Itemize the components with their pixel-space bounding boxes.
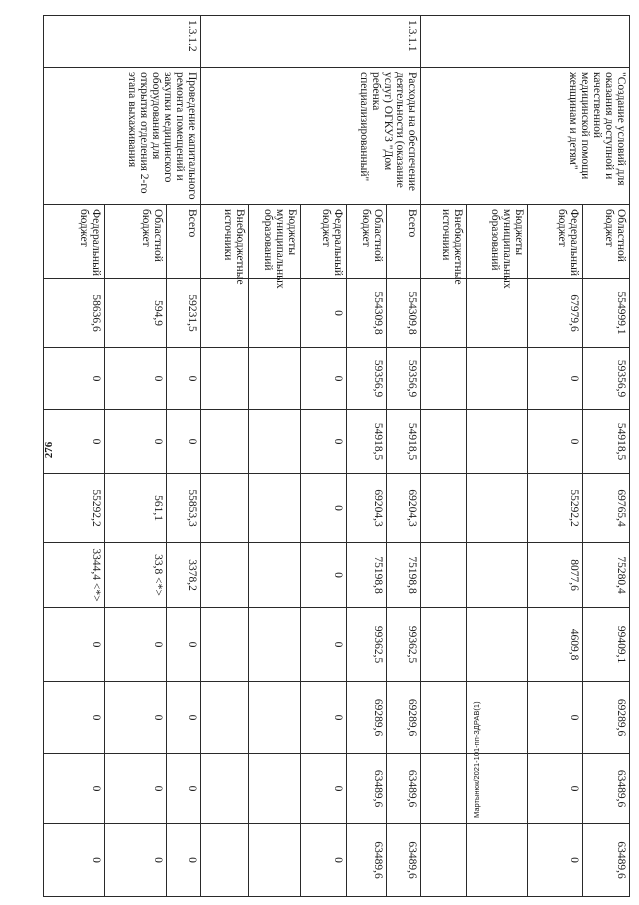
- amount-cell: [249, 608, 301, 682]
- amount-cell: [201, 754, 249, 824]
- amount-cell: 0: [167, 608, 201, 682]
- amount-cell: [201, 608, 249, 682]
- amount-cell: 0: [105, 754, 167, 824]
- amount-cell: [421, 474, 467, 543]
- amount-cell: 0: [528, 410, 583, 474]
- amount-cell: 69204,3: [387, 474, 421, 543]
- amount-cell: 69289,6: [583, 682, 630, 754]
- funding-source-cell: Всего: [387, 205, 421, 279]
- amount-cell: 0: [301, 348, 347, 410]
- amount-cell: 0: [105, 608, 167, 682]
- amount-cell: 69765,4: [583, 474, 630, 543]
- amount-cell: [201, 348, 249, 410]
- amount-cell: 33,8 <*>: [105, 543, 167, 608]
- rotated-table-container: [78, 15, 630, 896]
- item-name-cell: "Создание условий для оказания доступной и качественной медицинской помощи женщинам и детям": [421, 68, 630, 205]
- amount-cell: 0: [44, 348, 105, 410]
- amount-cell: 99362,5: [347, 608, 387, 682]
- amount-cell: [421, 682, 467, 754]
- amount-cell: 0: [44, 410, 105, 474]
- amount-cell: 55292,2: [44, 474, 105, 543]
- item-code-cell: [421, 16, 630, 68]
- table-row: [387, 16, 421, 897]
- table-row: [167, 16, 201, 897]
- amount-cell: [249, 543, 301, 608]
- funding-source-cell: Бюджеты муниципальных образований: [467, 205, 528, 279]
- amount-cell: [421, 824, 467, 897]
- amount-cell: 75280,4: [583, 543, 630, 608]
- amount-cell: 0: [301, 682, 347, 754]
- amount-cell: 0: [301, 608, 347, 682]
- amount-cell: 4609,8: [528, 608, 583, 682]
- funding-source-cell: Внебюджетные источники: [421, 205, 467, 279]
- amount-cell: [467, 543, 528, 608]
- amount-cell: [249, 410, 301, 474]
- amount-cell: 0: [528, 754, 583, 824]
- amount-cell: 0: [301, 543, 347, 608]
- amount-cell: 0: [167, 682, 201, 754]
- amount-cell: [249, 754, 301, 824]
- amount-cell: 0: [44, 824, 105, 897]
- amount-cell: [467, 410, 528, 474]
- table-row: [583, 16, 630, 897]
- amount-cell: [467, 824, 528, 897]
- amount-cell: [249, 474, 301, 543]
- amount-cell: 0: [44, 608, 105, 682]
- amount-cell: [467, 608, 528, 682]
- amount-cell: 99409,1: [583, 608, 630, 682]
- document-code: Мартынюк/2021-101-пп-ЗДРАВ(1): [472, 701, 481, 818]
- amount-cell: 554309,8: [387, 279, 421, 348]
- funding-source-cell: Федеральный бюджет: [44, 205, 105, 279]
- amount-cell: 55853,3: [167, 474, 201, 543]
- funding-source-cell: Федеральный бюджет: [301, 205, 347, 279]
- amount-cell: 0: [105, 410, 167, 474]
- amount-cell: 554999,1: [583, 279, 630, 348]
- amount-cell: 3378,2: [167, 543, 201, 608]
- amount-cell: [467, 474, 528, 543]
- amount-cell: [467, 279, 528, 348]
- amount-cell: [421, 348, 467, 410]
- amount-cell: 69289,6: [387, 682, 421, 754]
- item-name-cell: Проведение капитального ремонта помещений и закупки медицинского оборудования для открытия отделения 2-го этапа выхаживания: [44, 68, 201, 205]
- amount-cell: 59356,9: [347, 348, 387, 410]
- amount-cell: 0: [105, 824, 167, 897]
- amount-cell: 554309,8: [347, 279, 387, 348]
- funding-source-cell: Бюджеты муниципальных образований: [249, 205, 301, 279]
- amount-cell: [421, 754, 467, 824]
- amount-cell: 99362,5: [387, 608, 421, 682]
- funding-source-cell: Внебюджетные источники: [201, 205, 249, 279]
- amount-cell: 0: [301, 410, 347, 474]
- amount-cell: [421, 279, 467, 348]
- amount-cell: [467, 754, 528, 824]
- funding-source-cell: Областной бюджет: [347, 205, 387, 279]
- amount-cell: 59231,5: [167, 279, 201, 348]
- amount-cell: 0: [105, 348, 167, 410]
- funding-source-cell: Федеральный бюджет: [528, 205, 583, 279]
- amount-cell: [201, 543, 249, 608]
- amount-cell: 63489,6: [583, 824, 630, 897]
- amount-cell: [249, 824, 301, 897]
- amount-cell: 0: [167, 754, 201, 824]
- amount-cell: 59356,9: [583, 348, 630, 410]
- item-code-cell: 1.3.1.2: [44, 16, 201, 68]
- amount-cell: 0: [167, 410, 201, 474]
- item-code-cell: 1.3.1.1: [201, 16, 421, 68]
- amount-cell: [201, 410, 249, 474]
- amount-cell: 55292,2: [528, 474, 583, 543]
- amount-cell: 0: [44, 754, 105, 824]
- amount-cell: 0: [528, 682, 583, 754]
- amount-cell: [421, 543, 467, 608]
- amount-cell: 0: [301, 279, 347, 348]
- amount-cell: 59356,9: [387, 348, 421, 410]
- amount-cell: [421, 608, 467, 682]
- amount-cell: 69204,3: [347, 474, 387, 543]
- amount-cell: 0: [44, 682, 105, 754]
- amount-cell: 75198,8: [347, 543, 387, 608]
- funding-source-cell: Областной бюджет: [583, 205, 630, 279]
- amount-cell: 63489,6: [387, 824, 421, 897]
- amount-cell: [421, 410, 467, 474]
- amount-cell: 63489,6: [347, 754, 387, 824]
- page-number: 276: [43, 441, 55, 459]
- amount-cell: 594,9: [105, 279, 167, 348]
- budget-table: [43, 15, 630, 897]
- amount-cell: 54918,5: [387, 410, 421, 474]
- amount-cell: 54918,5: [583, 410, 630, 474]
- amount-cell: 0: [301, 474, 347, 543]
- amount-cell: [249, 682, 301, 754]
- amount-cell: 63489,6: [347, 824, 387, 897]
- amount-cell: 3344,4 <*>: [44, 543, 105, 608]
- amount-cell: 0: [528, 824, 583, 897]
- amount-cell: [201, 682, 249, 754]
- amount-cell: 75198,8: [387, 543, 421, 608]
- funding-source-cell: Областной бюджет: [105, 205, 167, 279]
- amount-cell: 0: [167, 824, 201, 897]
- amount-cell: 58636,6: [44, 279, 105, 348]
- table-body: [44, 16, 630, 897]
- amount-cell: 561,1: [105, 474, 167, 543]
- amount-cell: [201, 474, 249, 543]
- amount-cell: 63489,6: [583, 754, 630, 824]
- amount-cell: 69289,6: [347, 682, 387, 754]
- amount-cell: 0: [301, 824, 347, 897]
- amount-cell: 0: [105, 682, 167, 754]
- amount-cell: [201, 824, 249, 897]
- amount-cell: [467, 348, 528, 410]
- amount-cell: [249, 348, 301, 410]
- item-name-cell: Расходы на обеспечение деятельности (оказание услуг) ОГКУЗ "Дом ребенка специализированный": [201, 68, 421, 205]
- amount-cell: 0: [301, 754, 347, 824]
- amount-cell: [201, 279, 249, 348]
- amount-cell: 8077,6: [528, 543, 583, 608]
- funding-source-cell: Всего: [167, 205, 201, 279]
- amount-cell: 67979,6: [528, 279, 583, 348]
- amount-cell: 0: [528, 348, 583, 410]
- amount-cell: 0: [167, 348, 201, 410]
- amount-cell: 54918,5: [347, 410, 387, 474]
- amount-cell: 63489,6: [387, 754, 421, 824]
- amount-cell: [467, 682, 528, 754]
